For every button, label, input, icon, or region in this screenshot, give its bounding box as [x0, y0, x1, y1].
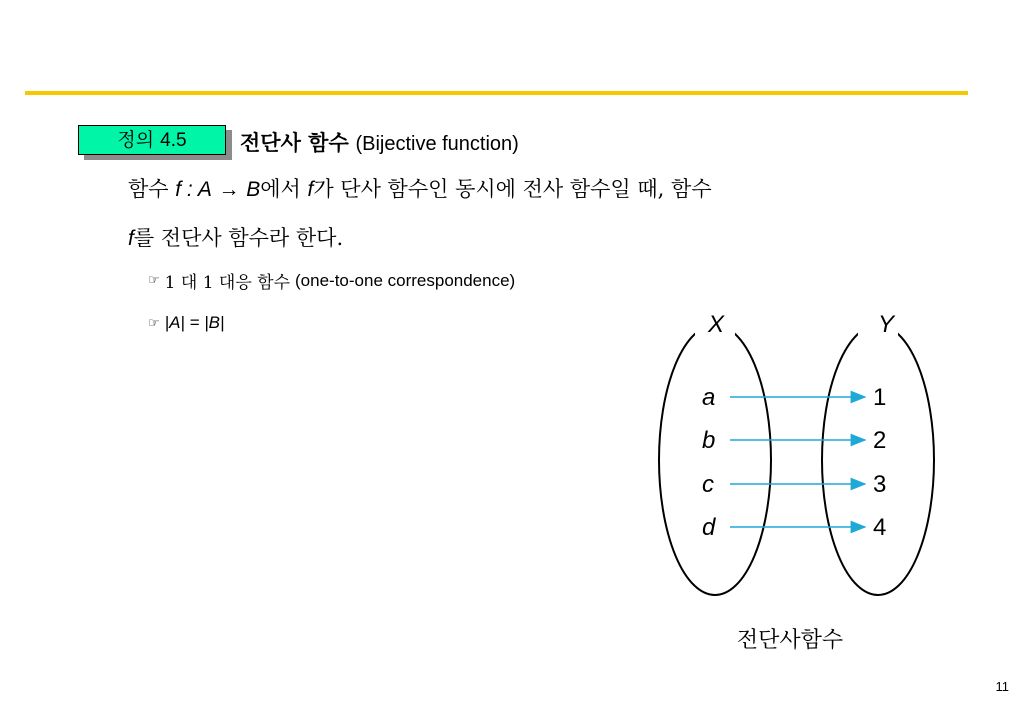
sentence-text: 가 단사 함수인 동시에 전사 함수일 때, 함수	[313, 177, 712, 201]
codomain-element-3: 3	[873, 471, 887, 498]
domain-element-b: b	[702, 427, 716, 454]
bijection-diagram	[640, 300, 940, 660]
domain-element-a: a	[702, 384, 716, 411]
set-x-label: X	[708, 311, 725, 338]
bullet-cardinality	[148, 313, 224, 333]
sentence-text: 에서	[260, 177, 301, 201]
definition-sentence-line1	[128, 173, 712, 203]
sentence-text: 함수	[128, 177, 169, 201]
function-symbol: f	[128, 227, 134, 250]
diagram-caption: 전단사함수	[736, 627, 844, 652]
set-x-ellipse	[659, 325, 771, 595]
definition-box	[78, 125, 226, 155]
definition-title	[240, 127, 519, 157]
header-rule	[25, 91, 968, 95]
pointing-hand-icon: ☞	[148, 273, 160, 288]
set-y-label: Y	[878, 311, 895, 338]
page-number: 11	[995, 679, 1009, 694]
bullet-text-english: (one-to-one correspondence)	[295, 270, 516, 290]
function-notation: f : A	[175, 178, 212, 201]
codomain-element-4: 4	[873, 514, 887, 541]
codomain-symbol: B	[246, 178, 261, 201]
title-english: (Bijective function)	[355, 133, 519, 155]
definition-number: 4.5	[160, 129, 187, 151]
arrow-symbol: →	[218, 178, 240, 201]
domain-element-c: c	[702, 471, 714, 498]
codomain-element-1: 1	[873, 384, 887, 411]
bullet-one-to-one	[148, 268, 515, 293]
title-korean: 전단사 함수	[240, 130, 349, 155]
definition-prefix: 정의	[117, 128, 155, 151]
sentence-text: 를 전단사 함수라 한다.	[133, 226, 344, 250]
pointing-hand-icon: ☞	[148, 315, 160, 331]
codomain-element-2: 2	[873, 427, 887, 454]
definition-sentence-line2	[128, 222, 343, 252]
function-symbol: f	[307, 178, 314, 201]
set-y-ellipse	[822, 325, 934, 595]
bullet-text: |A| = |B|	[164, 313, 225, 332]
bullet-text: 1 대 1 대응 함수	[164, 273, 291, 293]
domain-element-d: d	[702, 514, 716, 541]
